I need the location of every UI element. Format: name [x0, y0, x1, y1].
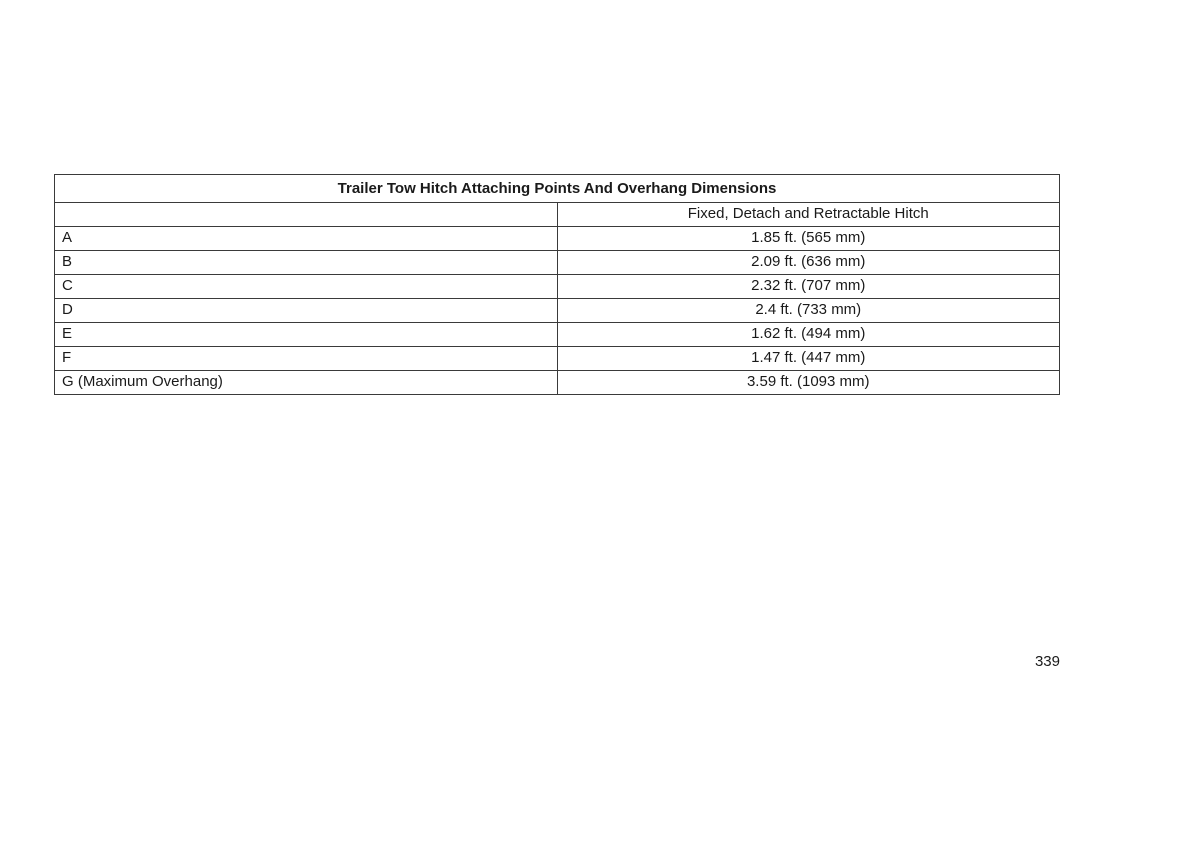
- header-value-cell: Fixed, Detach and Retractable Hitch: [557, 203, 1060, 227]
- table-row: [55, 299, 1060, 323]
- page-number: 339: [1034, 653, 1060, 670]
- row-label: G (Maximum Overhang): [55, 371, 558, 395]
- row-label: F: [55, 347, 558, 371]
- row-value: 2.09 ft. (636 mm): [557, 251, 1060, 275]
- row-value: 2.4 ft. (733 mm): [557, 299, 1060, 323]
- table-row: [55, 347, 1060, 371]
- hitch-dimensions-table: [54, 174, 1060, 395]
- table-row: [55, 275, 1060, 299]
- table-row: [55, 371, 1060, 395]
- row-value: 1.62 ft. (494 mm): [557, 323, 1060, 347]
- row-label: A: [55, 227, 558, 251]
- row-label: C: [55, 275, 558, 299]
- table-row: [55, 323, 1060, 347]
- table-title-row: [55, 175, 1060, 203]
- row-value: 3.59 ft. (1093 mm): [557, 371, 1060, 395]
- row-label: D: [55, 299, 558, 323]
- table-row: [55, 227, 1060, 251]
- table-title: Trailer Tow Hitch Attaching Points And Overhang Dimensions: [55, 175, 1060, 203]
- table-row: [55, 251, 1060, 275]
- row-label: E: [55, 323, 558, 347]
- row-value: 1.47 ft. (447 mm): [557, 347, 1060, 371]
- row-value: 1.85 ft. (565 mm): [557, 227, 1060, 251]
- row-value: 2.32 ft. (707 mm): [557, 275, 1060, 299]
- row-label: B: [55, 251, 558, 275]
- table-header-row: [55, 203, 1060, 227]
- header-label-cell: [55, 203, 558, 227]
